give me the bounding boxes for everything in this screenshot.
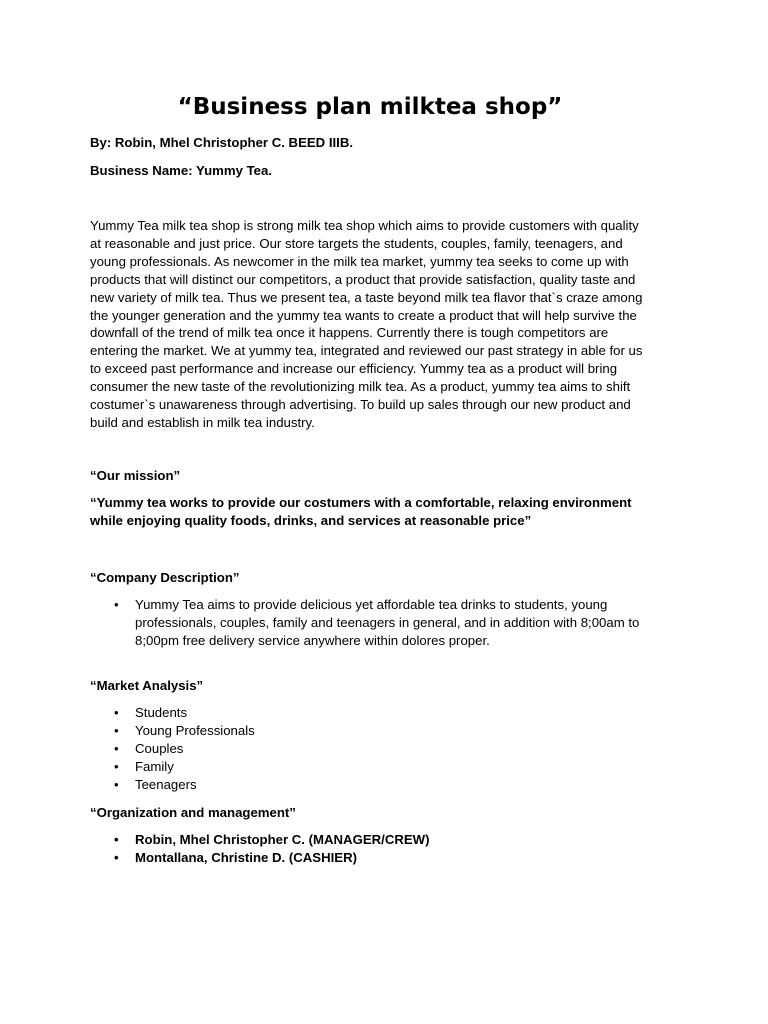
list-item bbox=[90, 831, 690, 849]
mission-heading: “Our mission” bbox=[90, 468, 181, 483]
company-description-heading: “Company Description” bbox=[90, 570, 240, 585]
intro-line: build and establish in milk tea industry. bbox=[90, 414, 315, 430]
bullet-icon: • bbox=[114, 776, 119, 792]
list-item bbox=[90, 596, 690, 650]
bullet-icon: • bbox=[114, 832, 119, 847]
list-item bbox=[90, 849, 690, 867]
intro-line: products that will distinct our competitors, a product that provide satisfaction, quality taste and bbox=[90, 271, 636, 287]
list-item bbox=[90, 722, 690, 740]
list-item bbox=[90, 740, 690, 758]
intro-line: young professionals. As newcomer in the milk tea market, yummy tea seeks to come up with bbox=[90, 253, 629, 269]
description-line: Yummy Tea aims to provide delicious yet affordable tea drinks to students, young bbox=[135, 597, 608, 612]
intro-line: entering the market. We at yummy tea, integrated and reviewed our past strategy in able for us bbox=[90, 343, 643, 359]
intro-line: downfall of the trend of milk tea once it happens. Currently there is tough competitors are bbox=[90, 325, 609, 341]
mission-statement bbox=[90, 494, 690, 530]
bullet-icon: • bbox=[114, 597, 119, 612]
bullet-icon: • bbox=[114, 705, 119, 720]
document-title: “Business plan milktea shop” bbox=[177, 94, 563, 120]
team-member: Montallana, Christine D. (CASHIER) bbox=[135, 849, 358, 865]
market-analysis-heading: “Market Analysis” bbox=[90, 678, 204, 693]
intro-line: costumer`s unawareness through advertising. To build up sales through our new product and bbox=[90, 397, 631, 413]
list-item bbox=[90, 776, 690, 794]
intro-line: to exceed past performance and increase our efficiency. Yummy tea as a product will bring bbox=[90, 361, 618, 377]
intro-line: at reasonable and just price. Our store targets the students, couples, family, teenagers, and bbox=[90, 235, 623, 251]
intro-line: the younger generation and the yummy tea wants to create a product that will help survive the bbox=[90, 307, 637, 323]
team-member: Robin, Mhel Christopher C. (MANAGER/CREW) bbox=[135, 832, 430, 847]
bullet-icon: • bbox=[114, 740, 119, 756]
company-description-list bbox=[90, 596, 690, 650]
mission-line: while enjoying quality foods, drinks, and services at reasonable price” bbox=[90, 513, 532, 528]
bullet-icon: • bbox=[114, 722, 119, 738]
byline: By: Robin, Mhel Christopher C. BEED IIIB. bbox=[90, 135, 354, 150]
list-item bbox=[90, 758, 690, 776]
intro-line: consumer the new taste of the revolutionizing milk tea. As a product, yummy tea aims to shift bbox=[90, 379, 631, 395]
description-line: professionals, couples, family and teenagers in general, and in addition with 8;00am to bbox=[135, 614, 640, 630]
market-segment: Teenagers bbox=[135, 776, 197, 792]
bullet-icon: • bbox=[114, 849, 119, 865]
intro-paragraph bbox=[90, 217, 690, 432]
organization-list bbox=[90, 831, 690, 867]
mission-line: “Yummy tea works to provide our costumers with a comfortable, relaxing environment bbox=[90, 495, 632, 510]
market-segment: Couples bbox=[135, 740, 184, 756]
market-segment: Young Professionals bbox=[135, 722, 255, 738]
organization-heading: “Organization and management” bbox=[90, 805, 296, 820]
business-name: Business Name: Yummy Tea. bbox=[90, 163, 273, 178]
market-segment: Students bbox=[135, 705, 188, 720]
list-item bbox=[90, 704, 690, 722]
intro-line: Yummy Tea milk tea shop is strong milk tea shop which aims to provide customers with quality bbox=[90, 218, 639, 233]
market-segment: Family bbox=[135, 758, 174, 774]
description-line: 8;00pm free delivery service anywhere within dolores proper. bbox=[135, 632, 490, 648]
intro-line: new variety of milk tea. Thus we present tea, a taste beyond milk tea flavor that`s craze among bbox=[90, 289, 643, 305]
market-analysis-list bbox=[90, 704, 690, 794]
bullet-icon: • bbox=[114, 758, 119, 774]
